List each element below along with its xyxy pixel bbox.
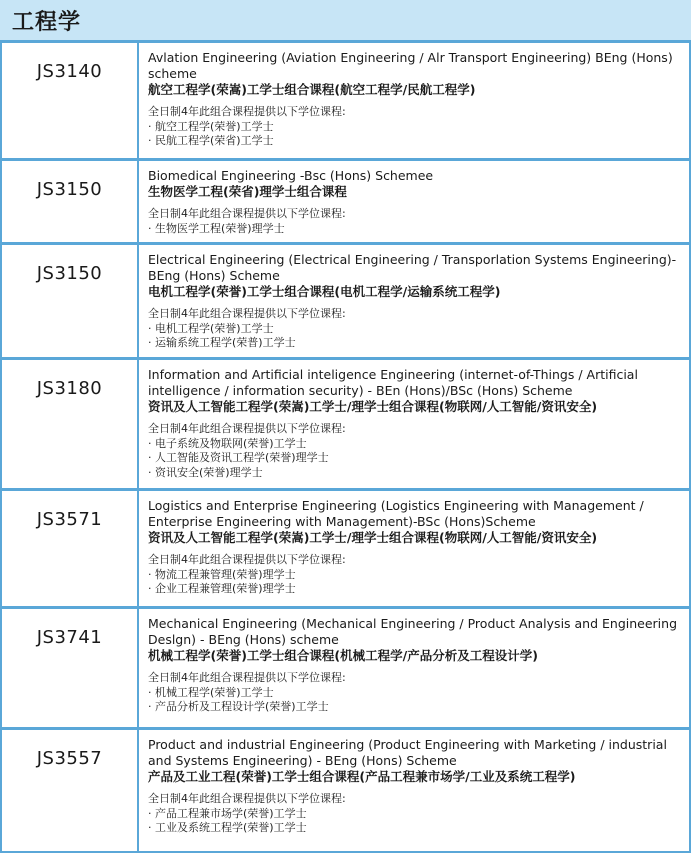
programme-details [139, 609, 689, 727]
programme-details [139, 161, 689, 242]
programme-row [2, 727, 689, 851]
programme-title-cn: 生物医学工程(荣省)理学士组合课程 [148, 184, 347, 199]
programme-details [139, 360, 689, 488]
degree-item: · 生物医学工程(荣誉)理学士 [148, 222, 683, 237]
offer-label: 全日制4年此组合课程提供以下学位课程: [148, 553, 346, 566]
programme-row [2, 357, 689, 488]
programme-title-cn: 资讯及人工智能工程学(荣嵩)工学士/理学士组合课程(物联网/人工智能/资讯安全) [148, 530, 598, 545]
programme-code: JS3150 [2, 161, 139, 242]
programme-code: JS3150 [2, 245, 139, 357]
degree-item: · 工业及系统工程学(荣誉)工学士 [148, 821, 683, 836]
degree-item: · 物流工程兼管理(荣誉)理学士 [148, 568, 683, 583]
degree-item: · 资讯安全(荣誉)理学士 [148, 466, 683, 481]
programme-row [2, 40, 689, 158]
programme-title-en: Biomedical Engineering -Bsc (Hons) Schemee [148, 168, 434, 183]
programme-title-cn: 资讯及人工智能工程学(荣嵩)工学士/理学士组合课程(物联网/人工智能/资讯安全) [148, 399, 598, 414]
programme-title-cn: 机械工程学(荣誉)工学士组合课程(机械工程学/产品分析及工程设计学) [148, 648, 538, 663]
programme-title-en: Information and Artificial inteligence Engineering (internet-of-Things / Artificial intelligence / information security) - BEn (Hons)/BSc (Hons) Scheme [148, 367, 638, 398]
offer-label: 全日制4年此组合课程提供以下学位课程: [148, 671, 346, 684]
degree-item: · 航空工程学(荣誉)工学士 [148, 120, 683, 135]
programme-code: JS3557 [2, 730, 139, 851]
section-title: 工程学 [12, 9, 82, 35]
offer-label: 全日制4年此组合课程提供以下学位课程: [148, 792, 346, 805]
programme-table [0, 40, 691, 853]
programme-title-en: Product and industrial Engineering (Product Engineering with Marketing / industrial and Systems Engineering) - BEng (Hons) Scheme [148, 737, 667, 768]
programme-row [2, 488, 689, 606]
programme-title-cn: 航空工程学(荣嵩)工学士组合课程(航空工程学/民航工程学) [148, 82, 476, 97]
offer-label: 全日制4年此组合课程提供以下学位课程: [148, 307, 346, 320]
programme-title-en: Avlation Engineering (Aviation Engineering / Alr Transport Engineering) BEng (Hons) scheme [148, 50, 673, 81]
degree-item: · 企业工程兼管理(荣誉)理学士 [148, 582, 683, 597]
programme-code: JS3571 [2, 491, 139, 606]
programme-details [139, 43, 689, 158]
programme-title-en: Electrical Engineering (Electrical Engineering / Transporlation Systems Engineering)- BEng (Hons) Scheme [148, 252, 677, 283]
programme-code: JS3741 [2, 609, 139, 727]
programme-details [139, 245, 689, 357]
offer-label: 全日制4年此组合课程提供以下学位课程: [148, 105, 346, 118]
programme-row [2, 158, 689, 242]
programme-code: JS3180 [2, 360, 139, 488]
programme-code: JS3140 [2, 43, 139, 158]
degree-item: · 产品工程兼市场学(荣誉)工学士 [148, 807, 683, 822]
degree-item: · 人工智能及资讯工程学(荣誉)理学士 [148, 451, 683, 466]
offer-label: 全日制4年此组合课程提供以下学位课程: [148, 422, 346, 435]
offer-label: 全日制4年此组合课程提供以下学位课程: [148, 207, 346, 220]
programme-details [139, 730, 689, 851]
programme-title-en: Logistics and Enterprise Engineering (Logistics Engineering with Management / Enterprise Engineering with Management)-BSc (Hons)Scheme [148, 498, 644, 529]
section-header [0, 0, 691, 40]
programme-details [139, 491, 689, 606]
degree-item: · 电机工程学(荣誉)工学士 [148, 322, 683, 337]
programme-title-cn: 电机工程学(荣誉)工学士组合课程(电机工程学/运输系统工程学) [148, 284, 501, 299]
degree-item: · 民航工程学(荣省)工学士 [148, 134, 683, 149]
degree-item: · 运输系统工程学(荣普)工学士 [148, 336, 683, 351]
programme-row [2, 242, 689, 357]
programme-title-en: Mechanical Engineering (Mechanical Engineering / Product Analysis and Engineering Deslgn) - BEng (Hons) scheme [148, 616, 678, 647]
degree-item: · 机械工程学(荣誉)工学士 [148, 686, 683, 701]
programme-title-cn: 产品及工业工程(荣誉)工学士组合课程(产品工程兼市场学/工业及系统工程学) [148, 769, 576, 784]
programme-row [2, 606, 689, 727]
degree-item: · 电子系统及物联网(荣誉)工学士 [148, 437, 683, 452]
degree-item: · 产品分析及工程设计学(荣誉)工学士 [148, 700, 683, 715]
